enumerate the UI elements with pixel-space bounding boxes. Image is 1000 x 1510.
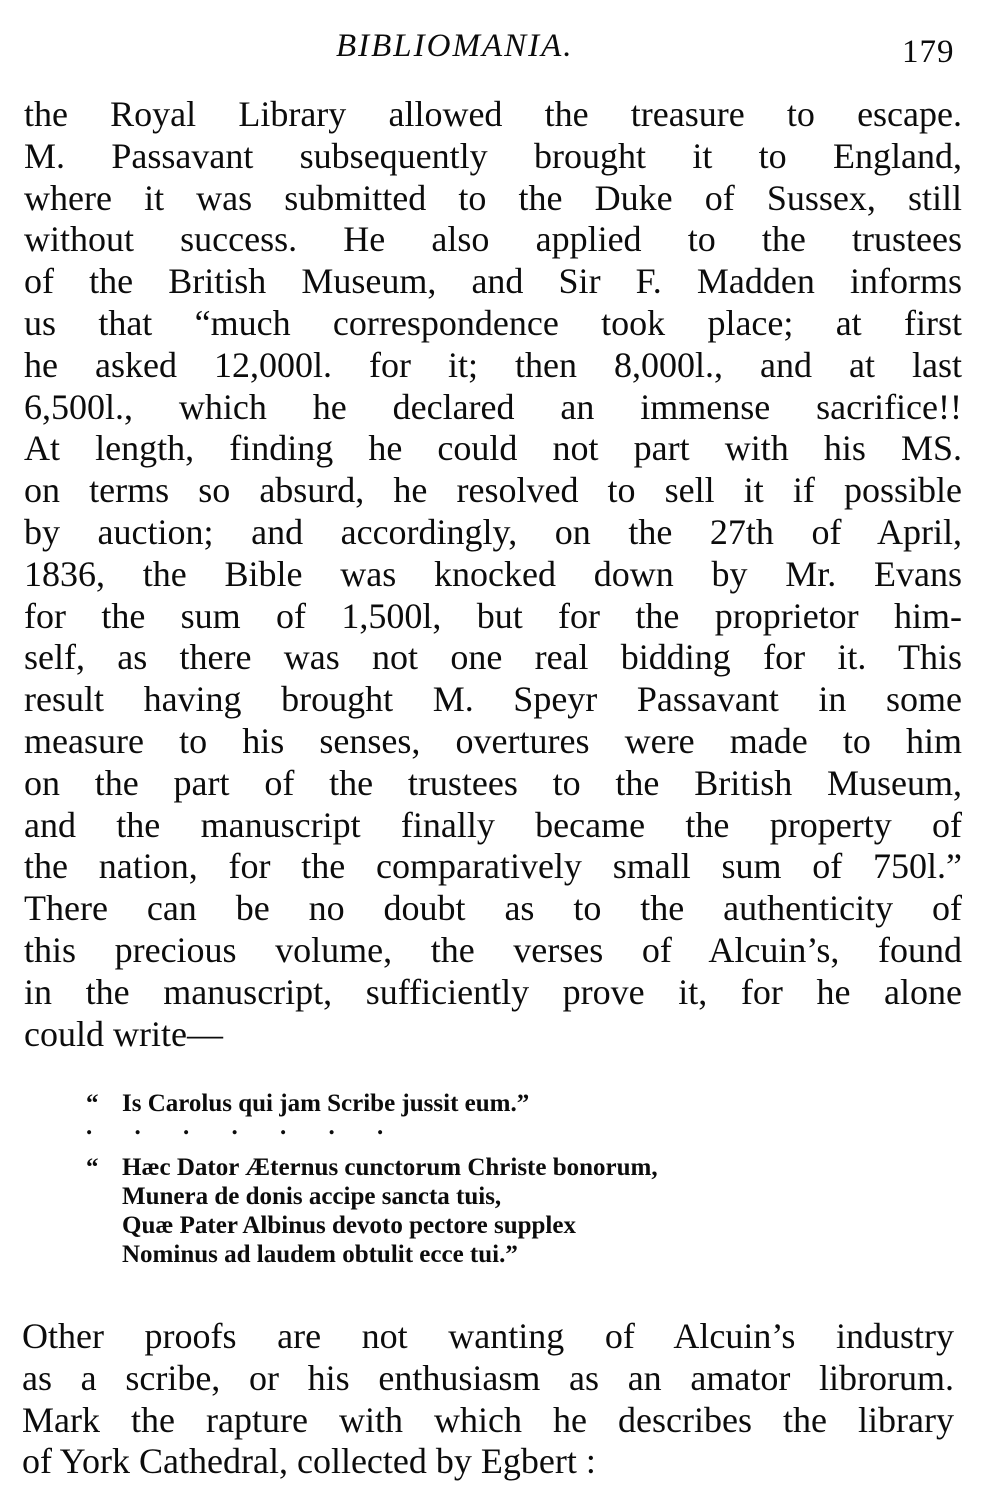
text-line: as a scribe, or his enthusiasm as an amator librorum. <box>22 1357 954 1398</box>
text-line: this precious volume, the verses of Alcuin’s, found <box>24 929 962 970</box>
text-line: the nation, for the comparatively small sum of 750l.” <box>24 846 962 887</box>
text-line: Mark the rapture with which he describes the library <box>22 1399 954 1440</box>
quote-text: Munera de donis accipe sancta tuis, <box>122 1183 502 1210</box>
text-line: in the manuscript, sufficiently prove it, for he alone <box>24 971 962 1012</box>
quote-line <box>86 1240 886 1269</box>
open-quote-mark: “ <box>86 1154 99 1181</box>
text-line: could write— <box>24 1013 223 1054</box>
main-paragraph <box>24 94 962 1055</box>
running-title: BIBLIOMANIA. <box>336 28 574 64</box>
quote-text: Is Carolus qui jam Scribe jussit eum.” <box>122 1090 530 1117</box>
quote-line <box>86 1182 886 1211</box>
text-line: measure to his senses, overtures were made to him <box>24 720 962 761</box>
closing-paragraph <box>22 1316 954 1483</box>
latin-quote-2 <box>86 1153 886 1269</box>
text-line: on the part of the trustees to the British Museum, <box>24 762 962 803</box>
text-line: he asked 12,000l. for it; then 8,000l., and at last <box>24 344 962 385</box>
text-line: on terms so absurd, he resolved to sell it if possible <box>24 470 962 511</box>
text-line: 1836, the Bible was knocked down by Mr. Evans <box>24 553 962 594</box>
text-line: by auction; and accordingly, on the 27th of April, <box>24 511 962 552</box>
text-line: for the sum of 1,500l, but for the proprietor him- <box>24 595 962 636</box>
text-line: without success. He also applied to the trustees <box>24 219 962 260</box>
text-line: of York Cathedral, collected by Egbert : <box>22 1441 596 1482</box>
text-line: Other proofs are not wanting of Alcuin’s industry <box>22 1316 954 1356</box>
text-line: At length, finding he could not part with his MS. <box>24 428 962 469</box>
running-header <box>0 28 1000 72</box>
page-number: 179 <box>902 34 955 70</box>
text-line: There can be no doubt as to the authenticity of <box>24 888 962 929</box>
quote-line <box>86 1211 886 1240</box>
quote-text: Quæ Pater Albinus devoto pectore supplex <box>122 1212 576 1239</box>
open-quote-mark: “ <box>86 1090 99 1117</box>
text-line: the Royal Library allowed the treasure to escape. <box>24 94 962 134</box>
quote-text: Nominus ad laudem obtulit ecce tui.” <box>122 1241 518 1268</box>
quote-text: Hæc Dator Æternus cunctorum Christe bonorum, <box>122 1154 658 1181</box>
text-line: where it was submitted to the Duke of Sussex, still <box>24 177 962 218</box>
text-line: self, as there was not one real bidding for it. This <box>24 637 962 678</box>
text-line: M. Passavant subsequently brought it to England, <box>24 135 962 176</box>
text-line: 6,500l., which he declared an immense sacrifice!! <box>24 386 962 427</box>
text-line: result having brought M. Speyr Passavant in some <box>24 679 962 720</box>
ellipsis-dots: . . . . . . . <box>86 1113 402 1140</box>
latin-quote-1 <box>86 1089 886 1142</box>
quote-line <box>86 1153 886 1182</box>
text-line: us that “much correspondence took place; at first <box>24 302 962 343</box>
text-line: and the manuscript finally became the property of <box>24 804 962 845</box>
text-line: of the British Museum, and Sir F. Madden informs <box>24 261 962 302</box>
